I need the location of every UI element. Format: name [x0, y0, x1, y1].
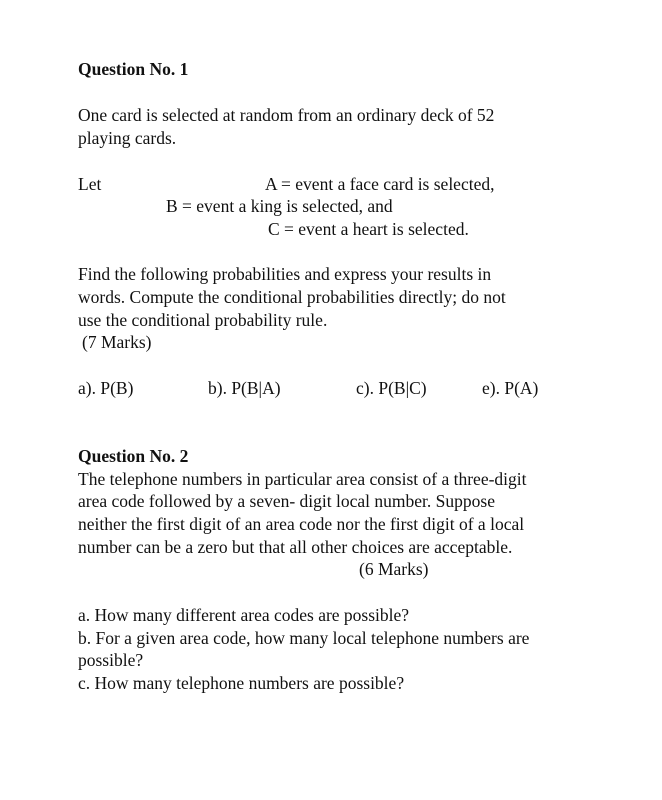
q1-instruction-line-1: Find the following probabilities and express your results in	[78, 264, 492, 284]
q2-body-line-1: The telephone numbers in particular area consist of a three-digit	[78, 469, 527, 489]
q1-instruction-line-2: words. Compute the conditional probabilities directly; do not	[78, 287, 506, 307]
q1-marks: (7 Marks)	[82, 332, 152, 352]
q1-let-label: Let	[78, 174, 102, 194]
q2-body-line-2: area code followed by a seven- digit local number. Suppose	[78, 491, 495, 511]
q2-body-line-3: neither the first digit of an area code nor the first digit of a local	[78, 514, 525, 534]
q1-intro-line-1: One card is selected at random from an ordinary deck of 52	[78, 105, 495, 125]
q2-part-b: b. For a given area code, how many local telephone numbers are	[78, 628, 530, 648]
q2-part-c: c. How many telephone numbers are possible?	[78, 673, 405, 693]
q1-event-b: B = event a king is selected, and	[166, 196, 393, 216]
q2-marks: (6 Marks)	[359, 559, 429, 579]
q1-event-a: A = event a face card is selected,	[265, 174, 495, 194]
q1-event-c: C = event a heart is selected.	[268, 219, 469, 239]
q2-title: Question No. 2	[78, 446, 189, 466]
q2-part-b-cont: possible?	[78, 650, 144, 670]
q2-part-a: a. How many different area codes are possible?	[78, 605, 410, 625]
q1-title: Question No. 1	[78, 59, 189, 79]
q1-part-e: e). P(A)	[482, 378, 539, 398]
q2-body-line-4: number can be a zero but that all other choices are acceptable.	[78, 537, 513, 557]
q1-part-a: a). P(B)	[78, 378, 134, 398]
q1-instruction-line-3: use the conditional probability rule.	[78, 310, 328, 330]
q1-intro-line-2: playing cards.	[78, 128, 177, 148]
q1-part-c: c). P(B|C)	[356, 378, 427, 398]
q1-part-b: b). P(B|A)	[208, 378, 281, 398]
